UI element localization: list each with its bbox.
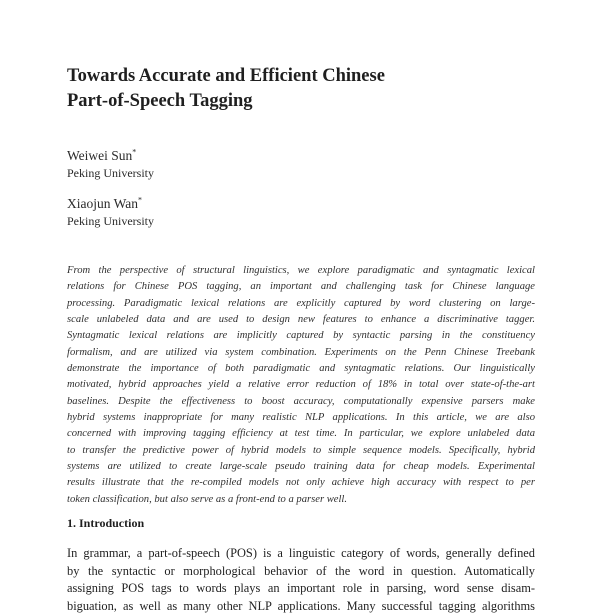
author-affiliation: Peking University bbox=[67, 213, 367, 230]
author-name: Weiwei Sun* bbox=[67, 146, 367, 165]
abstract-line: Syntagmatic lexical relations are implicitly captured by syntactic parsing in the constituency bbox=[67, 328, 535, 344]
intro-line: In grammar, a part-of-speech (POS) is a linguistic category of words, generally defined bbox=[67, 545, 535, 563]
intro-line: biguation, as well as many other NLP applications. Many successful tagging algorithms bbox=[67, 598, 535, 615]
author-footnote-mark: * bbox=[132, 148, 136, 157]
title-line: Towards Accurate and Efficient Chinese bbox=[67, 64, 537, 89]
author-block bbox=[67, 146, 367, 182]
intro-line: by the syntactic or morphological behavior of the word in question. Automatically bbox=[67, 563, 535, 581]
abstract-line: baselines. Despite the effectiveness to boost accuracy, computationally expensive parsers make bbox=[67, 394, 535, 410]
intro-paragraph bbox=[67, 545, 535, 615]
abstract-line: processing. Paradigmatic lexical relations are explicitly captured by word clustering on large- bbox=[67, 296, 535, 312]
intro-line: assigning POS tags to words plays an important role in parsing, word sense disam- bbox=[67, 580, 535, 598]
abstract-line: motivated, hybrid approaches yield a relative error reduction of 18% in total over state-of-the-art bbox=[67, 377, 535, 393]
abstract bbox=[67, 263, 535, 508]
abstract-line: hybrid systems inappropriate for many realistic NLP applications. In this article, we are also bbox=[67, 410, 535, 426]
abstract-line: formalism, and are utilized via system combination. Experiments on the Penn Chinese Treebank bbox=[67, 345, 535, 361]
author-affiliation: Peking University bbox=[67, 165, 367, 182]
author-footnote-mark: * bbox=[138, 196, 142, 205]
abstract-line: systems are utilized to create large-scale pseudo training data for cheap models. Experimental bbox=[67, 459, 535, 475]
author-name: Xiaojun Wan* bbox=[67, 194, 367, 213]
abstract-line: token classification, but also serve as a front-end to a parser well. bbox=[67, 492, 535, 508]
author-block bbox=[67, 194, 367, 230]
paper-title bbox=[67, 64, 537, 114]
abstract-line: From the perspective of structural linguistics, we explore paradigmatic and syntagmatic lexical bbox=[67, 263, 535, 279]
abstract-line: scale unlabeled data and are used to design new features to enhance a discriminative tagger. bbox=[67, 312, 535, 328]
abstract-line: demonstrate the importance of both paradigmatic and syntagmatic relations. Our linguistically bbox=[67, 361, 535, 377]
abstract-line: relations for Chinese POS tagging, an important and challenging task for Chinese language bbox=[67, 279, 535, 295]
abstract-line: to transfer the predictive power of hybrid models to simple sequence models. Specifically, hybrid bbox=[67, 443, 535, 459]
abstract-line: results illustrate that the re-compiled models not only achieve high accuracy with respect to per bbox=[67, 475, 535, 491]
title-line: Part-of-Speech Tagging bbox=[67, 89, 537, 114]
section-heading: 1. Introduction bbox=[67, 514, 144, 532]
abstract-line: concerned with improving tagging efficiency at test time. In particular, we explore unlabeled data bbox=[67, 426, 535, 442]
